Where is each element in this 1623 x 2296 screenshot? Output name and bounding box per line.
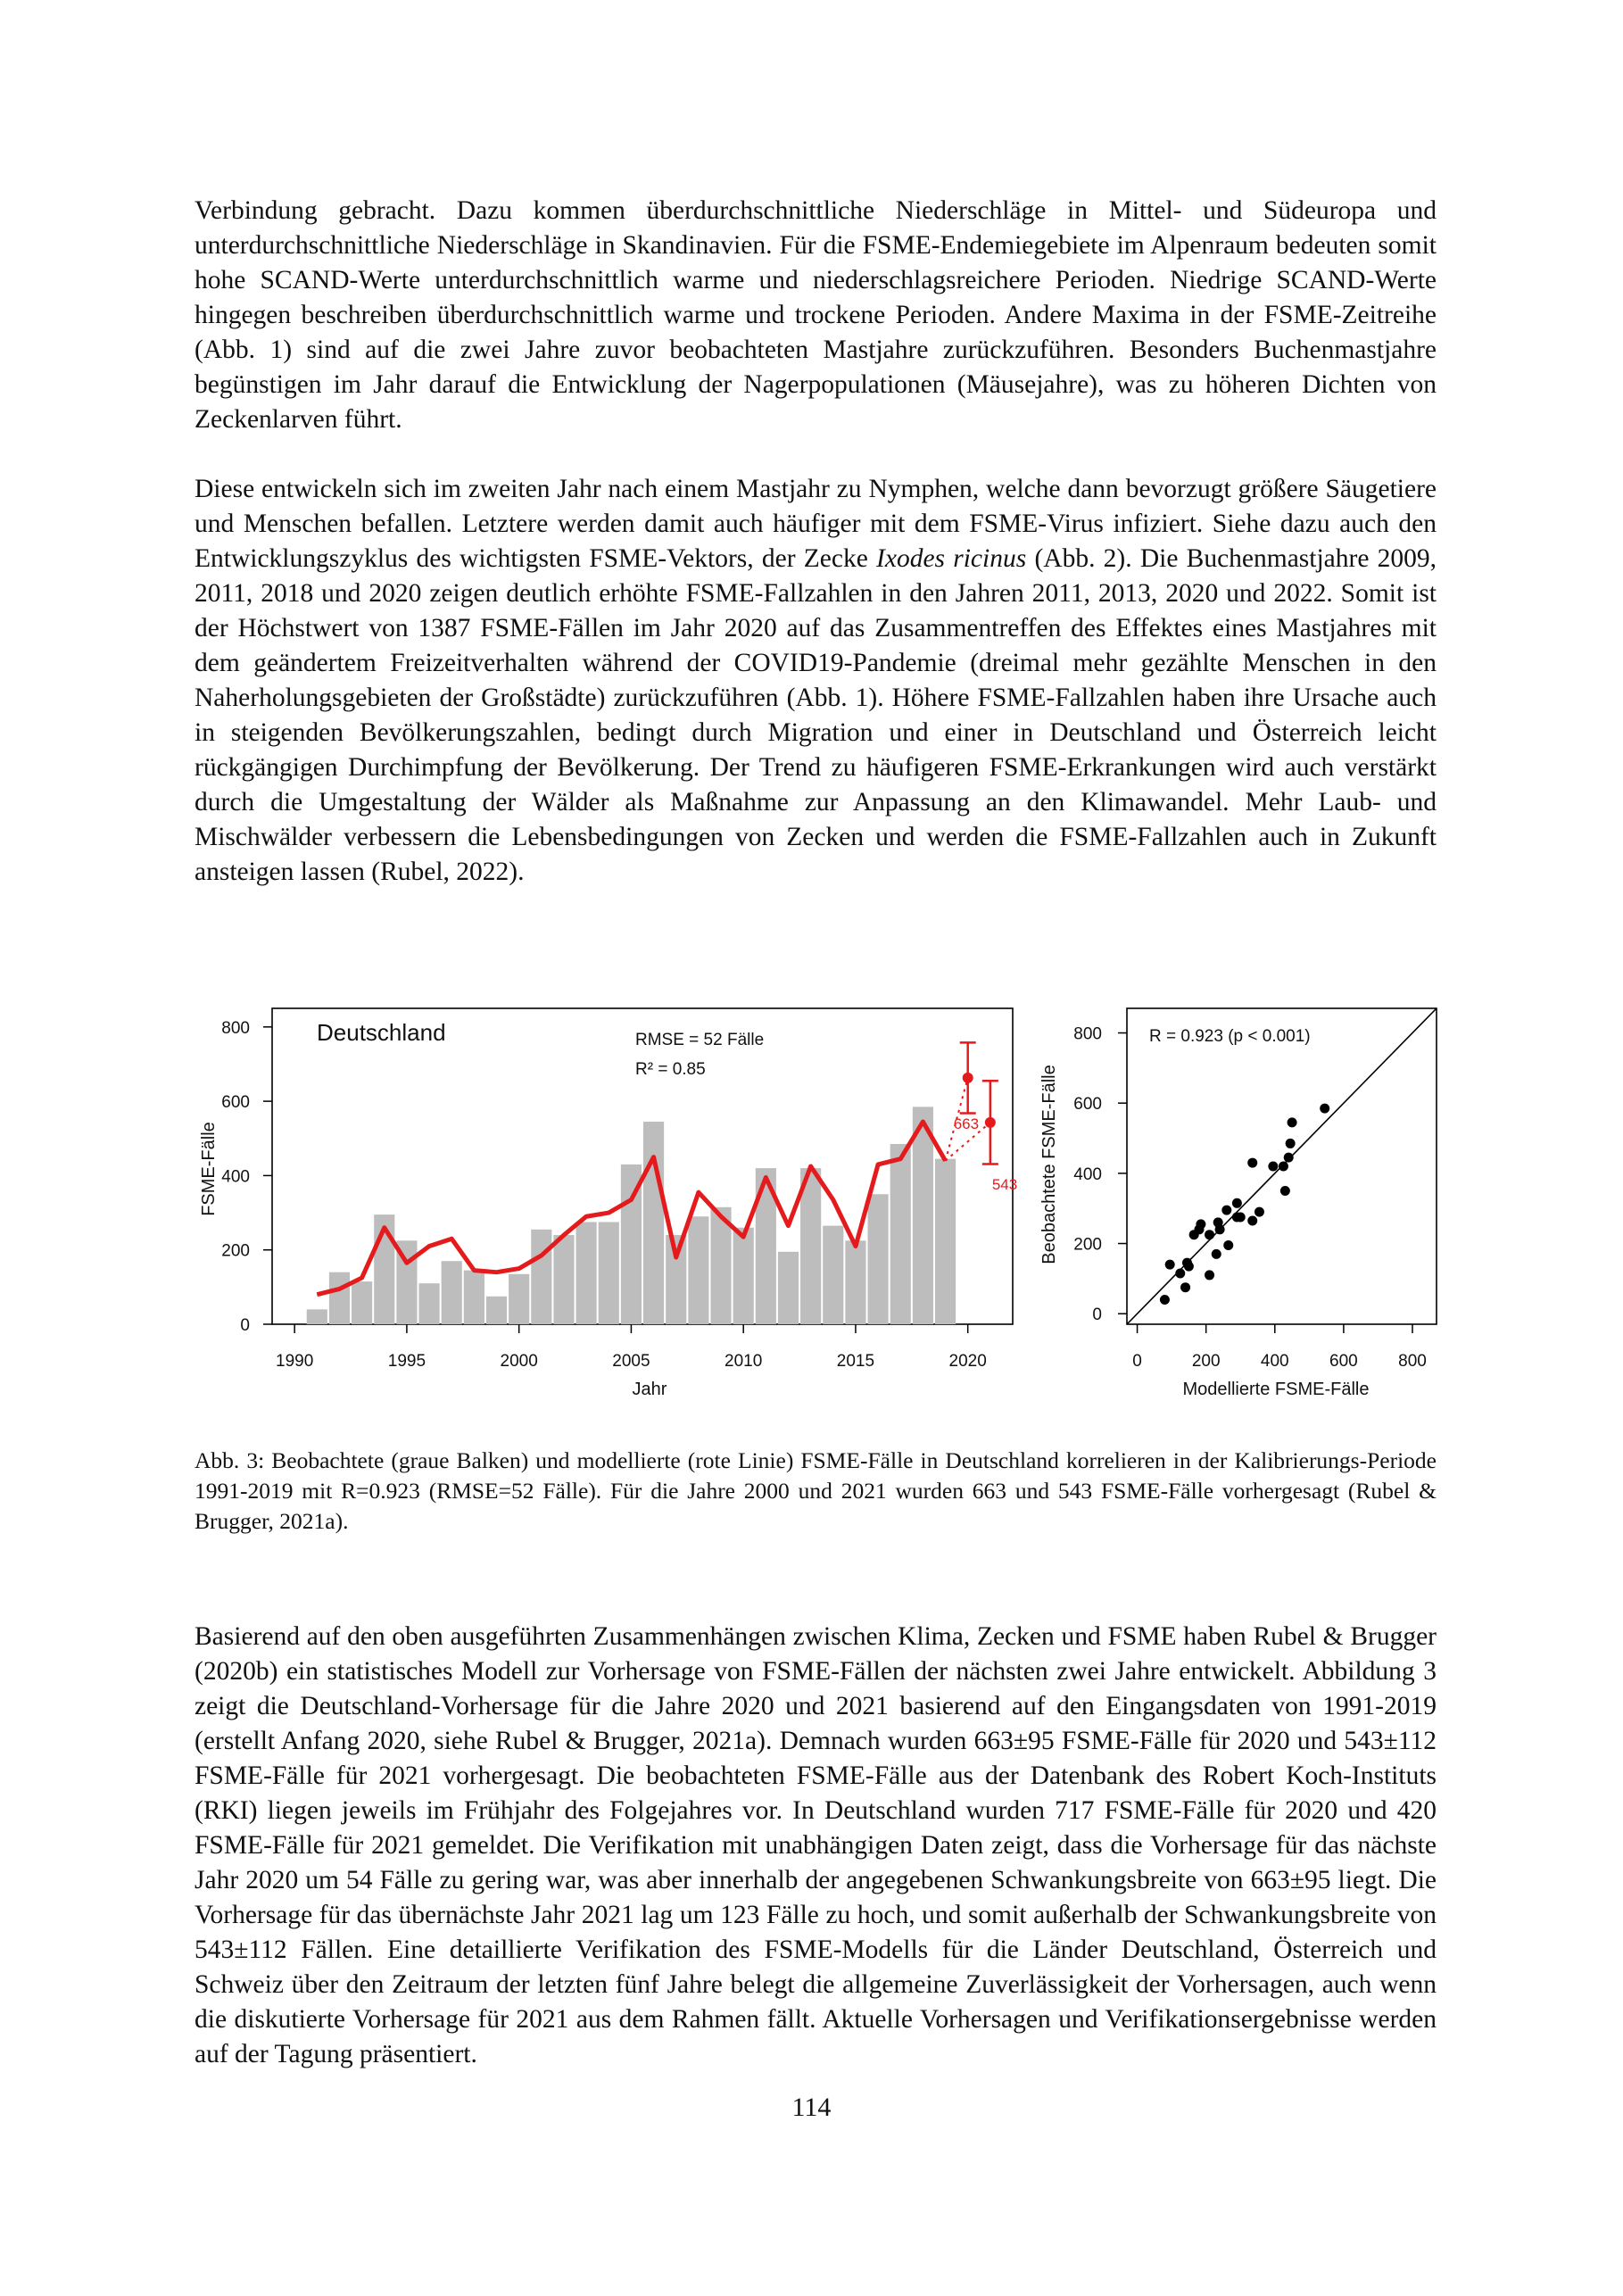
r2-annotation: R² = 0.85 [635, 1060, 706, 1079]
observed-bar [868, 1194, 889, 1324]
y-tick-label: 800 [221, 1018, 250, 1038]
scatter-point [1184, 1262, 1194, 1272]
body-paragraph-1: Verbindung gebracht. Dazu kommen überdurchschnittliche Niederschläge in Mittel- und Südeuropa und unterdurchschnittliche Niederschläge in Skandinavien. Für die FSME-Endemiegebiete im Alpenraum bedeuten somit hohe SCAND-Werte unterdurchschnittlich warme und niederschlagsreichere Perioden. Niedrige SCAND-Werte hingegen beschreiben überdurchschnittlich warme und trockene Perioden. Andere Maxima in der FSME-Zeitreihe (Abb. 1) sind auf die zwei Jahre zuvor beobachteten Mastjahre zurückzuführen. Besonders Buchenmastjahre begünstigen im Jahr darauf die Entwicklung der Nagerpopulationen (Mäusejahre), was zu höheren Dichten von Zeckenlarven führt. [195, 196, 1437, 434]
timeseries-y-label: FSME-Fälle [199, 1122, 219, 1216]
scatter-chart [1039, 1008, 1437, 1399]
y-tick-label: 0 [1092, 1305, 1102, 1325]
scatter-point [1279, 1162, 1288, 1172]
observed-bar [576, 1222, 597, 1324]
scatter-point [1212, 1249, 1221, 1259]
scatter-point [1205, 1270, 1214, 1280]
y-tick-label: 600 [221, 1093, 250, 1113]
body-paragraph-2-text-b: (Abb. 2). Die Buchenmastjahre 2009, 2011, 2018 und 2020 zeigen deutlich erhöhte FSME-Fallzahlen in den Jahren 2011, 2013, 2020 und 2022. Somit ist der Höchstwert von 1387 FSME-Fällen im Jahr 2020 auf das Zusammentreffen des Effektes eines Mastjahres mit dem geändertem Freizeitverhalten während der COVID19-Pandemie (dreimal mehr gezählte Menschen in den Naherholungsgebieten der Großstädte) zurückzuführen (Abb. 1). Höhere FSME-Fallzahlen haben ihre Ursache auch in steigenden Bevölkerungszahlen, bedingt durch Migration und einer in Deutschland und Österreich leicht rückgängigen Durchimpfung der Bevölkerung. Der Trend zu häufigeren FSME-Erkrankungen wird auch verstärkt durch die Umgestaltung der Wälder als Maßnahme zur Anpassung an den Klimawandel. Mehr Laub- und Mischwälder verbessern die Lebensbedingungen von Zecken und werden die FSME-Fallzahlen auch in Zukunft ansteigen lassen (Rubel, 2022). [195, 544, 1437, 886]
forecast-label: 543 [991, 1175, 1018, 1193]
scatter-point [1280, 1186, 1290, 1196]
scatter-x-label: Modellierte FSME-Fälle [1182, 1380, 1370, 1399]
observed-bar [464, 1271, 484, 1324]
observed-bar [442, 1261, 462, 1324]
observed-bar [643, 1122, 664, 1324]
scatter-point [1213, 1217, 1223, 1227]
body-paragraph-2 [195, 472, 1437, 890]
scatter-point [1160, 1295, 1170, 1305]
scatter-point [1194, 1224, 1204, 1234]
scatter-point [1286, 1139, 1296, 1148]
figure-3 [0, 991, 1623, 1410]
scatter-point [1223, 1240, 1233, 1250]
page-number: 114 [791, 2093, 832, 2122]
scatter-point [1175, 1268, 1185, 1278]
observed-bar [509, 1274, 529, 1324]
scatter-point [1255, 1207, 1264, 1217]
scatter-point [1247, 1215, 1257, 1225]
timeseries-title: Deutschland [317, 1019, 446, 1046]
y-tick-label: 400 [1073, 1165, 1102, 1184]
observed-bar [352, 1281, 372, 1324]
x-tick-label: 2010 [725, 1352, 763, 1371]
x-tick-label: 800 [1398, 1352, 1427, 1371]
scatter-point [1247, 1158, 1257, 1168]
body-paragraph-2-text-a: Diese entwickeln sich im zweiten Jahr nach einem Mastjahr zu Nymphen, welche dann bevorzugt größere Säugetiere und Menschen befallen. Letztere werden damit auch häufiger mit dem FSME-Virus infiziert. Siehe dazu auch den Entwicklungszyklus des wichtigsten FSME-Vektors, der Zecke [195, 475, 1437, 573]
x-tick-label: 2015 [836, 1352, 875, 1371]
observed-bar [553, 1235, 574, 1324]
scatter-point [1236, 1213, 1246, 1223]
scatter-y-label: Beobachtete FSME-Fälle [1039, 1065, 1059, 1264]
scatter-point [1284, 1153, 1294, 1163]
scatter-point [1165, 1260, 1175, 1270]
x-tick-label: 0 [1132, 1352, 1142, 1371]
scatter-point [1320, 1104, 1329, 1114]
observed-bar [733, 1228, 754, 1324]
forecast-point [985, 1117, 996, 1128]
scatter-point [1180, 1282, 1190, 1292]
x-tick-label: 1995 [387, 1352, 426, 1371]
forecast-label: 663 [953, 1115, 980, 1132]
observed-bar [890, 1144, 911, 1324]
scatter-point [1268, 1162, 1278, 1172]
species-name: Ixodes ricinus [876, 544, 1027, 573]
forecast-point [963, 1073, 973, 1083]
observed-bar [688, 1216, 708, 1324]
scatter-point [1205, 1230, 1214, 1239]
y-tick-label: 400 [221, 1167, 250, 1187]
scatter-point [1221, 1206, 1231, 1215]
timeseries-x-label: Jahr [632, 1380, 667, 1399]
observed-bar [935, 1159, 956, 1324]
observed-bar [823, 1226, 843, 1324]
x-tick-label: 200 [1191, 1352, 1221, 1371]
correlation-annotation: R = 0.923 (p < 0.001) [1149, 1027, 1311, 1046]
x-tick-label: 2000 [500, 1352, 538, 1371]
x-tick-label: 2005 [612, 1352, 650, 1371]
y-tick-label: 200 [221, 1241, 250, 1261]
rmse-annotation: RMSE = 52 Fälle [635, 1031, 765, 1049]
observed-bar [486, 1297, 507, 1324]
scatter-point [1232, 1198, 1242, 1208]
observed-bar [913, 1107, 933, 1324]
observed-bar [307, 1309, 327, 1324]
observed-bar [599, 1222, 619, 1324]
y-tick-label: 200 [1073, 1235, 1102, 1255]
observed-bar [845, 1240, 865, 1324]
y-tick-label: 800 [1073, 1024, 1102, 1044]
figure-caption: Abb. 3: Beobachtete (graue Balken) und modellierte (rote Linie) FSME-Fälle in Deutschland korrelieren in der Kalibrierungs-Periode 1991-2019 mit R=0.923 (RMSE=52 Fälle). Für die Jahre 2000 und 2021 wurden 663 und 543 FSME-Fälle vorhergesagt (Rubel & Brugger, 2021a). [195, 1447, 1437, 1534]
observed-bar [531, 1230, 551, 1324]
x-tick-label: 1990 [276, 1352, 314, 1371]
observed-bar [778, 1252, 799, 1324]
scatter-point [1288, 1117, 1297, 1127]
x-tick-label: 2020 [948, 1352, 987, 1371]
y-tick-label: 0 [240, 1316, 250, 1335]
y-tick-label: 600 [1073, 1095, 1102, 1115]
observed-bar [329, 1272, 350, 1324]
observed-bar [418, 1283, 439, 1324]
x-tick-label: 400 [1260, 1352, 1289, 1371]
body-paragraph-3: Basierend auf den oben ausgeführten Zusammenhängen zwischen Klima, Zecken und FSME haben Rubel & Brugger (2020b) ein statistisches Modell zur Vorhersage von FSME-Fällen der nächsten zwei Jahre entwickelt. Abbildung 3 zeigt die Deutschland-Vorhersage für die Jahre 2020 und 2021 basierend auf den Eingangsdaten von 1991-2019 (erstellt Anfang 2020, siehe Rubel & Brugger, 2021a). Demnach wurden 663±95 FSME-Fälle für 2020 und 543±112 FSME-Fälle für 2021 vorhergesagt. Die beobachteten FSME-Fälle aus der Datenbank des Robert Koch-Instituts (RKI) liegen jeweils im Frühjahr des Folgejahres vor. In Deutschland wurden 717 FSME-Fälle für 2020 und 420 FSME-Fälle für 2021 gemeldet. Die Verifikation mit unabhängigen Daten zeigt, dass die Vorhersage für das nächste Jahr 2020 um 54 Fälle zu gering war, was aber innerhalb der angegebenen Schwankungsbreite von 663±95 liegt. Die Vorhersage für das übernächste Jahr 2021 lag um 123 Fälle zu hoch, und somit außerhalb der Schwankungsbreite von 543±112 Fällen. Eine detaillierte Verifikation des FSME-Modells für die Länder Deutschland, Österreich und Schweiz über den Zeitraum der letzten fünf Jahre belegt die allgemeine Zuverlässigkeit der Vorhersagen, auch wenn die diskutierte Vorhersage für 2021 aus dem Rahmen fällt. Aktuelle Vorhersagen und Verifikationsergebnisse werden auf der Tagung präsentiert. [195, 1622, 1437, 2068]
x-tick-label: 600 [1329, 1352, 1358, 1371]
figure-3-svg [0, 991, 1623, 1410]
timeseries-chart [199, 1008, 1017, 1399]
